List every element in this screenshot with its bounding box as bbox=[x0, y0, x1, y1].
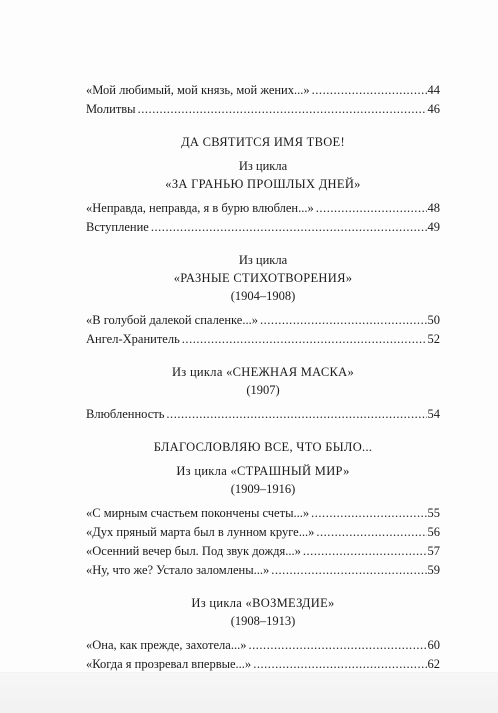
dot-leader bbox=[182, 330, 427, 349]
cycle-years: (1909–1916) bbox=[230, 482, 296, 496]
dot-leader bbox=[138, 100, 427, 119]
toc-entry bbox=[86, 218, 440, 237]
cycle-years: (1908–1913) bbox=[230, 614, 296, 628]
toc-entry-page: 57 bbox=[427, 544, 440, 558]
cycle-title: «ЗА ГРАНЬЮ ПРОШЛЫХ ДНЕЙ» bbox=[165, 177, 361, 191]
toc-entry bbox=[86, 405, 440, 424]
toc-entry-title: «Дух пряный марта был в лунном круге...» bbox=[86, 525, 315, 539]
toc-entry bbox=[86, 542, 440, 561]
dot-leader bbox=[166, 405, 426, 424]
section-heading: БЛАГОСЛОВЛЯЮ ВСЕ, ЧТО БЫЛО... bbox=[153, 440, 373, 454]
toc-entry-title: «Ну, что же? Устало заломлены...» bbox=[86, 563, 270, 577]
toc-entry-title: «С мирным счастьем покончены счеты...» bbox=[86, 506, 310, 520]
toc-entry bbox=[86, 561, 440, 580]
toc-entry-page: 48 bbox=[427, 201, 440, 215]
dot-leader bbox=[151, 218, 427, 237]
cycle-prefix: Из цикла bbox=[238, 159, 288, 173]
toc-entry-page: 52 bbox=[427, 332, 440, 346]
dot-leader bbox=[248, 636, 426, 655]
toc-entry bbox=[86, 311, 440, 330]
toc-entry-page: 59 bbox=[427, 563, 440, 577]
toc-entry bbox=[86, 523, 440, 542]
toc-entry-title: «Мой любимый, мой князь, мой жених...» bbox=[86, 83, 310, 97]
cycle-title: Из цикла «ВОЗМЕЗДИЕ» bbox=[191, 596, 335, 610]
cycle-title: «РАЗНЫЕ СТИХОТВОРЕНИЯ» bbox=[173, 271, 353, 285]
toc-entry bbox=[86, 199, 440, 218]
toc-entry-page: 50 bbox=[427, 313, 440, 327]
toc-entry-title: Влюбленность bbox=[86, 407, 165, 421]
dot-leader bbox=[311, 504, 426, 523]
dot-leader bbox=[312, 81, 427, 100]
toc-entry-page: 62 bbox=[427, 657, 440, 671]
toc-entry-title: Вступление bbox=[86, 220, 149, 234]
toc-entry-page: 55 bbox=[427, 506, 440, 520]
section-heading: ДА СВЯТИТСЯ ИМЯ ТВОЕ! bbox=[181, 135, 345, 149]
cycle-title: Из цикла «СТРАШНЫЙ МИР» bbox=[176, 464, 350, 478]
cycle-title: Из цикла «СНЕЖНАЯ МАСКА» bbox=[171, 365, 355, 379]
toc-entry-page: 46 bbox=[427, 102, 440, 116]
toc-entry bbox=[86, 100, 440, 119]
dot-leader bbox=[271, 561, 426, 580]
dot-leader bbox=[316, 199, 427, 218]
toc-entry-page: 54 bbox=[427, 407, 440, 421]
dot-leader bbox=[260, 311, 427, 330]
toc-entry-title: «Осенний вечер был. Под звук дождя...» bbox=[86, 544, 301, 558]
toc-entry-title: «Когда я прозревал впервые...» bbox=[86, 657, 252, 671]
toc-entry bbox=[86, 81, 440, 100]
toc-entry-title: «В голубой далекой спаленке...» bbox=[86, 313, 258, 327]
toc-entry-title: Молитвы bbox=[86, 102, 136, 116]
toc-entry-page: 60 bbox=[427, 638, 440, 652]
page-bottom-shade bbox=[0, 672, 498, 713]
toc-entry-page: 49 bbox=[427, 220, 440, 234]
cycle-prefix: Из цикла bbox=[238, 253, 288, 267]
table-of-contents bbox=[86, 81, 440, 693]
dot-leader bbox=[316, 523, 426, 542]
toc-entry-title: «Она, как прежде, захотела...» bbox=[86, 638, 247, 652]
toc-entry bbox=[86, 330, 440, 349]
cycle-years: (1904–1908) bbox=[230, 289, 296, 303]
toc-entry-page: 44 bbox=[427, 83, 440, 97]
toc-entry-page: 56 bbox=[427, 525, 440, 539]
toc-entry bbox=[86, 636, 440, 655]
toc-entry-title: Ангел-Хранитель bbox=[86, 332, 180, 346]
cycle-years: (1907) bbox=[246, 383, 280, 397]
toc-entry bbox=[86, 504, 440, 523]
dot-leader bbox=[303, 542, 427, 561]
toc-entry-title: «Неправда, неправда, я в бурю влюблен...» bbox=[86, 201, 314, 215]
